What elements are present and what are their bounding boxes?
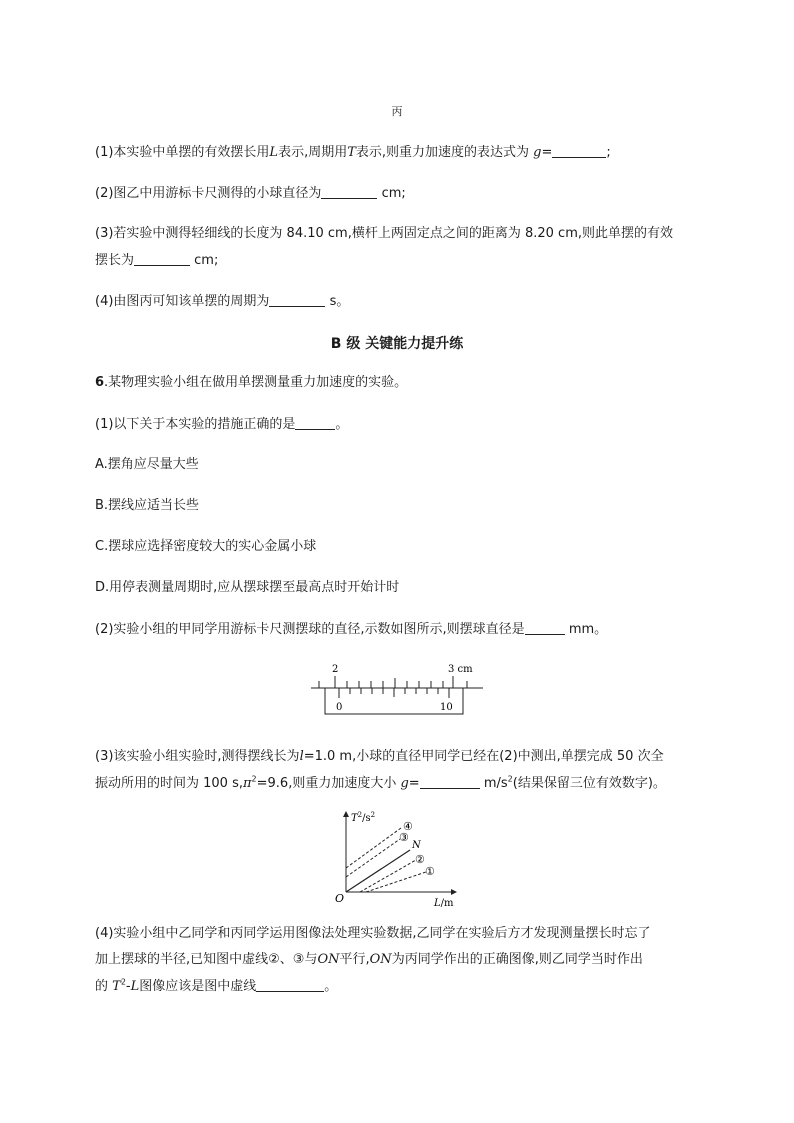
origin-label: O (335, 892, 345, 905)
dashed-line-1 (366, 872, 426, 892)
label-4: ④ (403, 820, 413, 833)
answer-blank[interactable] (525, 620, 565, 635)
q6-intro: 6.某物理实验小组在做用单摆测量重力加速度的实验。 (95, 375, 408, 390)
option-d: D.用停表测量周期时,应从摆球摆至最高点时开始计时 (95, 580, 400, 595)
label-2: ② (415, 853, 425, 866)
option-c: C.摆球应选择密度较大的实心金属小球 (95, 539, 317, 554)
answer-blank[interactable] (134, 251, 190, 266)
q6-part3-line2: 振动所用的时间为 100 $s,\pi^2=9.6$,则重力加速度大小 $g= m/s^2$(结果保留三位有效数字)。 (95, 774, 666, 791)
line-ON (346, 850, 410, 892)
main-label-2: 2 (332, 664, 339, 675)
y-axis-label: $T^2/s^2$ (351, 811, 376, 824)
figure-caption-bing: 丙 (391, 105, 403, 118)
q5-part3-line2: 摆长为 cm; (95, 253, 219, 268)
label-1: ① (425, 865, 435, 878)
main-label-3cm: 3 cm (448, 664, 473, 675)
label-N: N (412, 840, 421, 851)
vernier-caliper-figure (305, 660, 490, 720)
answer-blank[interactable] (256, 977, 324, 992)
section-title: B 级 关键能力提升练 (330, 336, 464, 352)
answer-blank[interactable] (295, 415, 335, 430)
label-3: ③ (399, 831, 409, 844)
q6-part4-line3: 的 $T^2-L$图像应该是图中虚线 。 (95, 977, 338, 994)
q6-part4-line1: (4)实验小组中乙同学和丙同学运用图像法处理实验数据,乙同学在实验后方才发现测量摆长时忘了 (95, 926, 651, 941)
dashed-line-3 (346, 839, 400, 877)
q6-part3-line1: (3)该实验小组实验时,测得摆线长为l=1.0 m,小球的直径甲同学已经在(2)中测出,单摆完成 50 次全 (95, 749, 664, 764)
q6-part2: (2)实验小组的甲同学用游标卡尺测摆球的直径,示数如图所示,则摆球直径是 mm。 (95, 622, 608, 637)
answer-blank[interactable] (269, 292, 325, 307)
main-scale-ticks (319, 676, 467, 688)
answer-blank[interactable] (420, 774, 480, 789)
answer-blank[interactable] (552, 143, 606, 158)
q5-part3-line1: (3)若实验中测得轻细线的长度为 84.10 cm,横杆上两固定点之间的距离为 8.20 cm,则此单摆的有效 (95, 226, 673, 241)
t2-l-graph (330, 808, 460, 910)
option-a: A.摆角应尽量大些 (95, 457, 199, 472)
vernier-label-10: 10 (440, 702, 453, 713)
x-axis-label: L/m (434, 898, 454, 909)
option-b: B.摆线应适当长些 (95, 498, 200, 513)
vernier-ticks (339, 688, 449, 698)
q5-part2: (2)图乙中用游标卡尺测得的小球直径为 cm; (95, 186, 406, 201)
answer-blank[interactable] (321, 184, 377, 199)
q5-part1: (1)本实验中单摆的有效摆长用L表示,周期用T表示,则重力加速度的表达式为 g= ; (95, 145, 611, 160)
q6-part4-line2: 加上摆球的半径,已知图中虚线②、③与ON平行,ON为丙同学作出的正确图像,则乙同学当时作出 (95, 952, 643, 967)
q6-part1: (1)以下关于本实验的措施正确的是 。 (95, 417, 349, 432)
q5-part4: (4)由图丙可知该单摆的周期为 s。 (95, 294, 350, 309)
vernier-label-0: 0 (336, 702, 343, 713)
